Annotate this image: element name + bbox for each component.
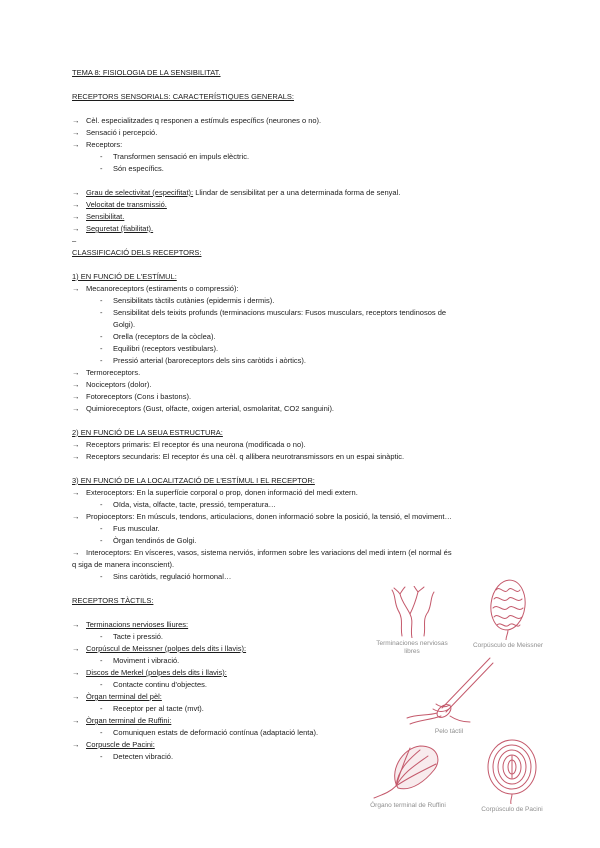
arrow-marker: → (72, 548, 80, 557)
doc-line (72, 655, 452, 667)
doc-line (72, 511, 452, 523)
line-text: Moviment i vibració. (113, 656, 180, 665)
arrow-marker: → (72, 284, 80, 293)
arrow-marker: → (72, 380, 80, 389)
arrow-marker: → (72, 620, 80, 629)
doc-line (72, 691, 452, 703)
line-text: Oïda, vista, olfacte, tacte, pressió, temperatura… (113, 500, 276, 509)
line-text: 1) EN FUNCIÓ DE L'ESTÍMUL: (72, 272, 177, 281)
underlined-lead: Grau de selectivitat (especifitat): (86, 188, 194, 197)
dash-marker: - (100, 524, 103, 533)
line-text: TEMA 8: FISIOLOGIA DE LA SENSIBILITAT. (72, 68, 221, 77)
line-text: Fus muscular. (113, 524, 160, 533)
line-text: RECEPTORS SENSORIALS: CARACTERÍSTIQUES GENERALS: (72, 92, 294, 101)
doc-line (72, 199, 452, 211)
doc-line (72, 355, 452, 367)
line-text: 3) EN FUNCIÓ DE LA LOCALITZACIÓ DE L'ESTÍMUL I EL RECEPTOR: (72, 476, 315, 485)
dash-marker: - (100, 728, 103, 737)
line-text: Termoreceptors. (86, 368, 141, 377)
line-text: Receptors: (86, 140, 123, 149)
doc-line (72, 139, 452, 151)
arrow-marker: → (72, 188, 80, 197)
underlined-lead: Terminacions nervioses lliures: (86, 620, 189, 629)
ruffini-organ-illustration (366, 742, 450, 800)
document-text (72, 67, 452, 763)
underlined-lead: Velocitat de transmissió. (86, 200, 167, 209)
dash-marker: - (100, 296, 103, 305)
line-text: Orella (receptors de la còclea). (113, 332, 216, 341)
arrow-marker: → (72, 692, 80, 701)
doc-heading (72, 271, 452, 283)
arrow-marker: → (72, 512, 80, 521)
doc-line (72, 571, 452, 583)
blank-line (72, 79, 452, 91)
line-text: Contacte continu d'objectes. (113, 680, 207, 689)
meissner-corpuscle-illustration (466, 578, 550, 640)
doc-line (72, 715, 452, 727)
arrow-marker: → (72, 644, 80, 653)
arrow-marker: → (72, 404, 80, 413)
line-text: – (72, 236, 77, 245)
doc-heading (72, 427, 452, 439)
doc-line (72, 331, 452, 343)
line-text: Òrgan tendinós de Golgi. (113, 536, 197, 545)
line-text: Receptors primaris: El receptor és una neurona (modificada o no). (86, 440, 306, 449)
line-text: Mecanoreceptors (estiraments o compressió): (86, 284, 239, 293)
figure-caption: Órgano terminal de Ruffini (370, 802, 446, 809)
doc-line (72, 367, 452, 379)
tactile-hair-icon (402, 656, 497, 726)
figure-caption: Terminaciones nerviosas libres (376, 640, 448, 656)
line-text: Golgi). (113, 320, 136, 329)
dash-marker: - (100, 632, 103, 641)
line-text: Receptors secundaris: El receptor és una cèl. q allibera neurotransmissors en un espai sinàptic. (86, 452, 405, 461)
line-text: Equilibri (receptors vestibulars). (113, 344, 219, 353)
underlined-lead: Òrgan terminal de Ruffini: (86, 716, 172, 725)
dash-marker: - (100, 500, 103, 509)
line-text: Propioceptors: En músculs, tendons, articulacions, donen informació sobre la posició, la tensió, el moviment… (86, 512, 453, 521)
doc-line (72, 487, 452, 499)
doc-line (72, 559, 452, 571)
doc-line (72, 439, 452, 451)
line-text: Exteroceptors: En la superfície corporal o prop, donen informació del medi extern. (86, 488, 358, 497)
dash-marker: - (100, 704, 103, 713)
arrow-marker: → (72, 392, 80, 401)
line-text: Fotoreceptors (Cons i bastons). (86, 392, 192, 401)
line-text: Sins caròtids, regulació hormonal… (113, 572, 232, 581)
dash-marker: - (100, 344, 103, 353)
doc-line (72, 451, 452, 463)
pacini-corpuscle-illustration (470, 738, 554, 804)
doc-line (72, 499, 452, 511)
arrow-marker: → (72, 488, 80, 497)
arrow-marker: → (72, 668, 80, 677)
dash-marker: - (100, 656, 103, 665)
doc-line (72, 343, 452, 355)
free-nerve-endings-icon (372, 586, 452, 638)
doc-heading (72, 91, 452, 103)
doc-line (72, 727, 452, 739)
figure-free-nerve-endings (370, 586, 454, 656)
blank-line (72, 259, 452, 271)
doc-line (72, 391, 452, 403)
line-text: Sensació i percepció. (86, 128, 158, 137)
doc-line (72, 115, 452, 127)
underlined-lead: Discos de Merkel (polpes dels dits i llavis): (86, 668, 227, 677)
dash-marker: - (100, 680, 103, 689)
line-text: Són específics. (113, 164, 164, 173)
line-text: Sensibilitats tàctils cutànies (epidermis i dermis). (113, 296, 275, 305)
doc-line (72, 127, 452, 139)
doc-line (72, 379, 452, 391)
figure-meissner-corpuscle (466, 578, 550, 650)
arrow-marker: → (72, 440, 80, 449)
line-text: Llindar de sensibilitat per a una determinada forma de senyal. (193, 188, 401, 197)
doc-line (72, 535, 452, 547)
underlined-lead: Seguretat (fiabilitat). (86, 224, 154, 233)
doc-line (72, 667, 452, 679)
figure-tactile-hair (400, 656, 498, 736)
tactile-hair-illustration (400, 656, 498, 726)
line-text: Transformen sensació en impuls elèctric. (113, 152, 250, 161)
dash-marker: - (100, 536, 103, 545)
figure-caption: Corpúsculo de Meissner (472, 642, 544, 649)
underlined-lead: Sensibilitat. (86, 212, 125, 221)
underlined-lead: Corpuscle de Pacini: (86, 740, 155, 749)
dash-marker: - (100, 752, 103, 761)
line-text: Detecten vibració. (113, 752, 174, 761)
line-text: Receptor per al tacte (mvt). (113, 704, 204, 713)
arrow-marker: → (72, 740, 80, 749)
figure-pacini-corpuscle (470, 738, 554, 814)
line-text: Nociceptors (dolor). (86, 380, 152, 389)
line-text: Interoceptors: En vísceres, vasos, sistema nerviós, informen sobre les variacions del medi intern (el normal és (86, 548, 452, 557)
blank-line (72, 463, 452, 475)
underlined-lead: Òrgan terminal del pèl: (86, 692, 162, 701)
doc-line (72, 235, 452, 247)
doc-line (72, 151, 452, 163)
line-text: Sensibilitat dels teixits profunds (terminacions musculars: Fusos musculars, receptors tendinosos de (113, 308, 447, 317)
figure-caption: Pelo táctil (434, 728, 464, 735)
line-text: q siga de manera inconscient). (72, 560, 175, 569)
figure-caption: Corpúsculo de Pacini (481, 806, 543, 813)
line-text: Pressió arterial (baroreceptors dels sins caròtids i aòrtics). (113, 356, 306, 365)
doc-line (72, 703, 452, 715)
dash-marker: - (100, 308, 103, 317)
arrow-marker: → (72, 368, 80, 377)
doc-heading (72, 247, 452, 259)
doc-line (72, 211, 452, 223)
doc-line (72, 523, 452, 535)
line-text: 2) EN FUNCIÓ DE LA SEUA ESTRUCTURA: (72, 428, 223, 437)
line-text: Cèl. especialitzades q responen a estímuls específics (neurones o no). (86, 116, 322, 125)
dash-marker: - (100, 332, 103, 341)
figure-ruffini-organ (366, 742, 450, 810)
doc-line (72, 319, 452, 331)
meissner-corpuscle-icon (478, 578, 538, 640)
doc-line (72, 223, 452, 235)
arrow-marker: → (72, 200, 80, 209)
arrow-marker: → (72, 116, 80, 125)
arrow-marker: → (72, 224, 80, 233)
doc-line (72, 187, 452, 199)
doc-heading (72, 67, 452, 79)
line-text: RECEPTORS TÀCTILS: (72, 596, 154, 605)
doc-line (72, 403, 452, 415)
blank-line (72, 103, 452, 115)
doc-line (72, 307, 452, 319)
dash-marker: - (100, 152, 103, 161)
doc-line (72, 547, 452, 559)
arrow-marker: → (72, 140, 80, 149)
doc-line (72, 295, 452, 307)
arrow-marker: → (72, 128, 80, 137)
blank-line (72, 415, 452, 427)
line-text: Tacte i pressió. (113, 632, 164, 641)
ruffini-organ-icon (368, 742, 448, 800)
arrow-marker: → (72, 452, 80, 461)
doc-line (72, 163, 452, 175)
doc-line (72, 679, 452, 691)
dash-marker: - (100, 572, 103, 581)
doc-heading (72, 475, 452, 487)
line-text: CLASSIFICACIÓ DELS RECEPTORS: (72, 248, 202, 257)
dash-marker: - (100, 356, 103, 365)
line-text: Quimioreceptors (Gust, olfacte, oxigen arterial, osmolaritat, CO2 sanguini). (86, 404, 335, 413)
free-nerve-endings-illustration (370, 586, 454, 638)
line-text: Comuniquen estats de deformació contínua (adaptació lenta). (113, 728, 319, 737)
doc-line (72, 283, 452, 295)
dash-marker: - (100, 164, 103, 173)
blank-line (72, 175, 452, 187)
arrow-marker: → (72, 212, 80, 221)
underlined-lead: Corpúscul de Meissner (polpes dels dits i llavis): (86, 644, 247, 653)
pacini-corpuscle-icon (481, 738, 543, 804)
arrow-marker: → (72, 716, 80, 725)
